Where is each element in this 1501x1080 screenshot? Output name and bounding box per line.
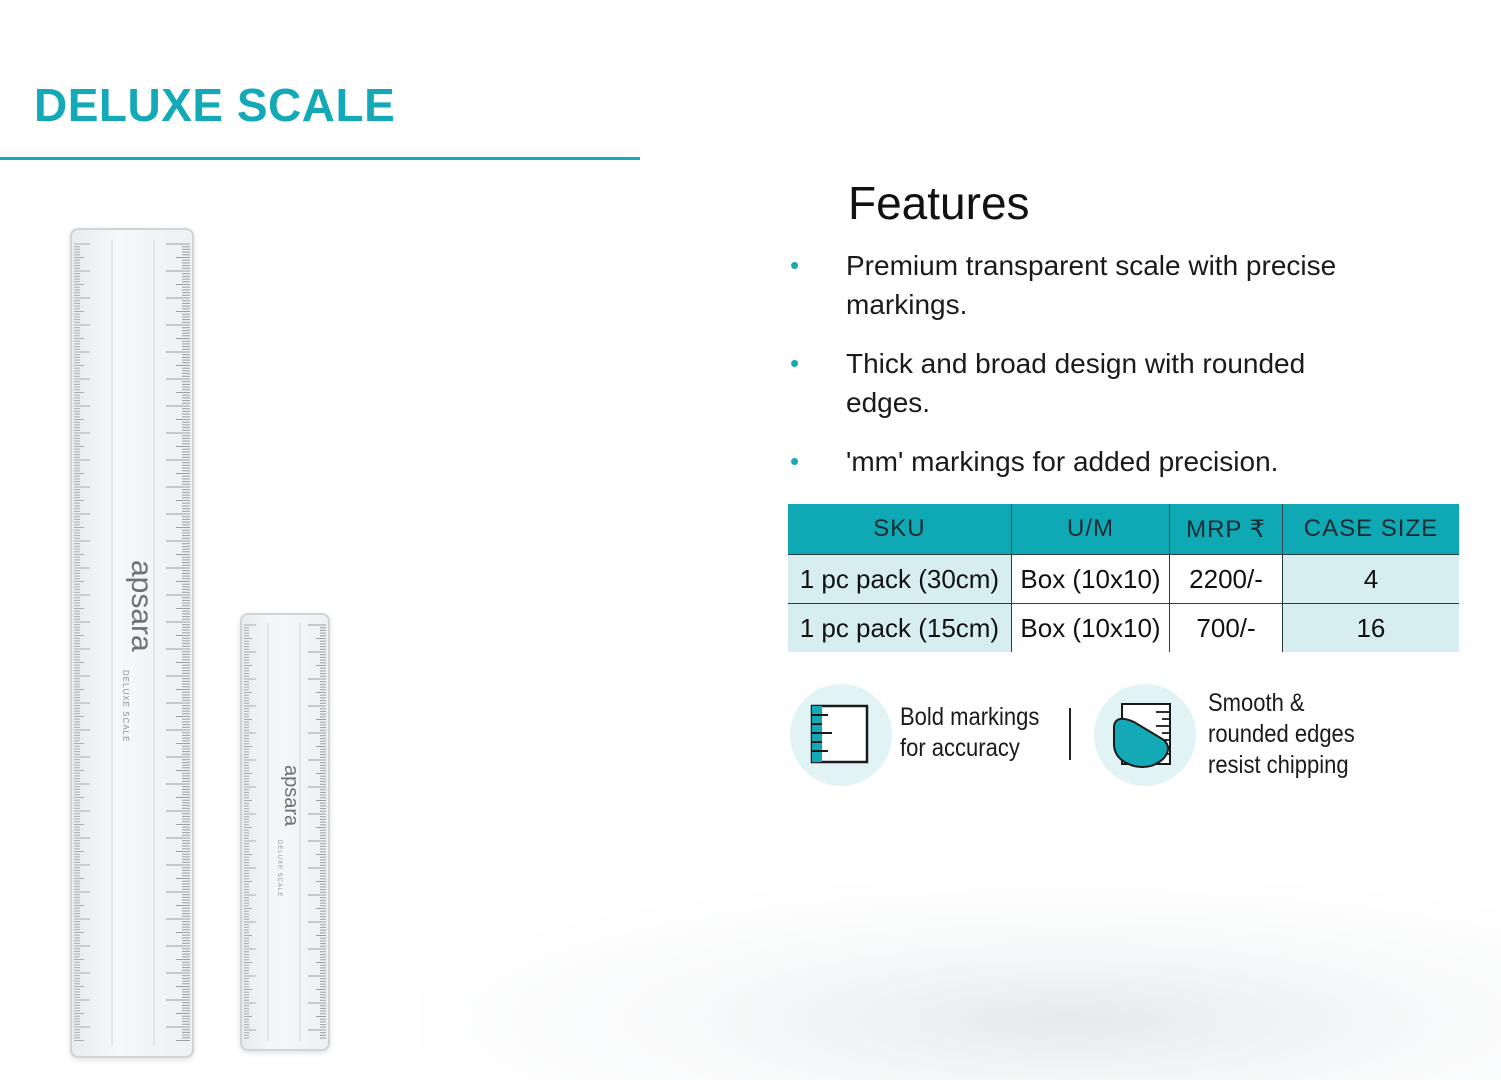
table-header-row [788,504,1459,555]
table-row [788,555,1459,604]
cell-um: Box (10x10) [1011,604,1169,653]
header-sku: SKU [788,504,1011,555]
cell-um: Box (10x10) [1011,555,1169,604]
ruler-product-line: DELUXE SCALE [121,670,130,743]
badge-divider [1069,708,1071,760]
bullet-icon: • [790,348,800,378]
features-list [790,246,1390,501]
badge-rounded-edges-text [1208,688,1355,781]
page-title: DELUXE SCALE [34,79,396,131]
feature-text: Thick and broad design with rounded edges. [846,348,1306,418]
features-heading: Features [848,177,1030,229]
feature-item [790,246,1390,324]
badge-line: for accuracy [900,734,1020,762]
cell-mrp: 2200/- [1170,555,1283,604]
ruler-15cm-image [240,613,330,1051]
bullet-icon: • [790,250,800,280]
floor-shadow [420,880,1501,1080]
ruler-30cm-image [70,228,194,1058]
header-mrp: MRP ₹ [1170,504,1283,555]
sku-table [788,504,1459,652]
cell-sku: 1 pc pack (30cm) [788,555,1011,604]
feature-text: Premium transparent scale with precise markings. [846,250,1337,320]
bullet-icon: • [790,446,800,476]
cell-sku: 1 pc pack (15cm) [788,604,1011,653]
header-case-size: CASE SIZE [1282,504,1459,555]
badge-line: Smooth & [1208,689,1305,717]
table-row [788,604,1459,653]
ruler-product-line-small: DELUXE SCALE [276,840,282,898]
ruler-markings-icon [790,684,892,786]
badge-bold-markings-text [900,702,1039,764]
ruler-brand-logo: apsara [125,560,158,652]
badge-line: Bold markings [900,703,1040,731]
cell-case-size: 16 [1282,604,1459,653]
title-underline [0,157,640,160]
badge-line: resist chipping [1208,751,1349,779]
cell-case-size: 4 [1282,555,1459,604]
ruler-15cm-ticks [242,615,328,1049]
feature-item [790,442,1390,481]
feature-text: 'mm' markings for added precision. [846,446,1279,477]
badge-line: rounded edges [1208,720,1355,748]
cell-mrp: 700/- [1170,604,1283,653]
ruler-brand-logo-small: apsara [280,765,302,827]
rounded-edge-icon [1094,684,1196,786]
header-um: U/M [1011,504,1169,555]
feature-item [790,344,1390,422]
